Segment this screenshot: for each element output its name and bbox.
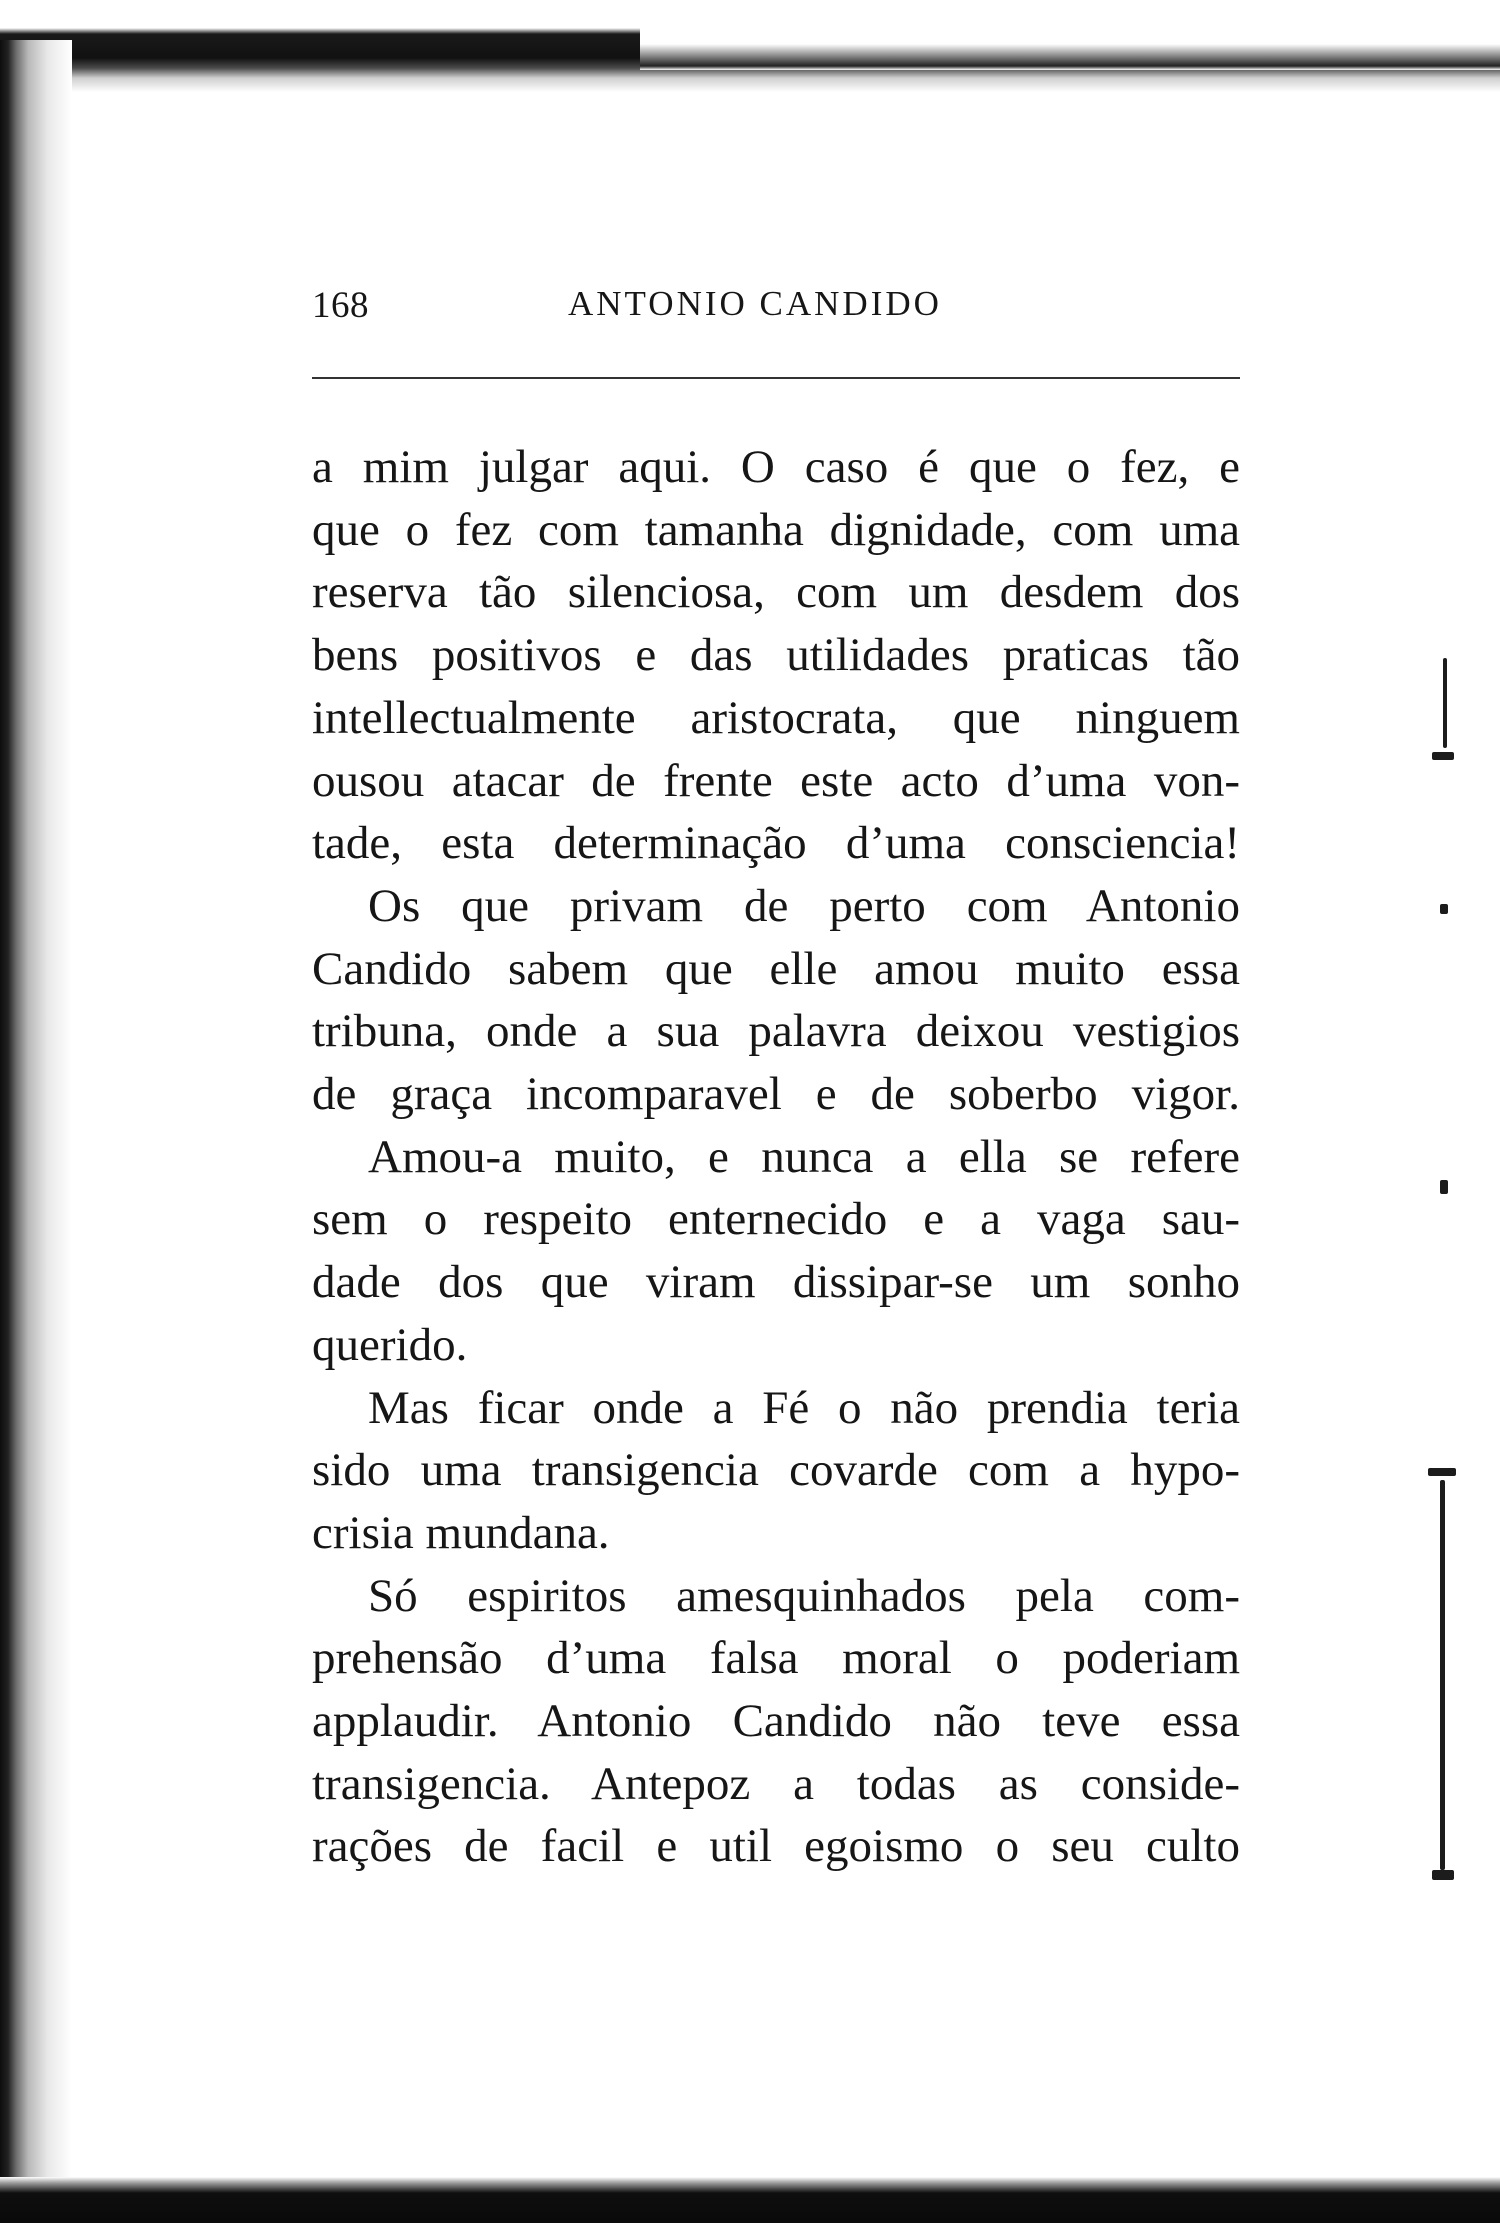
paragraph xyxy=(312,1565,1240,1879)
text-line: ousou atacar de frente este acto d’uma von- xyxy=(312,754,1240,807)
margin-mark xyxy=(1432,752,1454,760)
text-line: transigencia. Antepoz a todas as conside- xyxy=(312,1757,1240,1810)
text-line: Mas ficar onde a Fé o não prendia teria xyxy=(368,1381,1240,1434)
text-line: reserva tão silenciosa, com um desdem dos xyxy=(312,566,1240,619)
text-line: intellectualmente aristocrata, que ninguem xyxy=(312,691,1240,744)
text-line: applaudir. Antonio Candido não teve essa xyxy=(312,1695,1240,1748)
text-line: prehensão d’uma falsa moral o poderiam xyxy=(312,1632,1240,1685)
text-line: Só espiritos amesquinhados pela com- xyxy=(368,1569,1240,1622)
body-text xyxy=(312,436,1240,1878)
paragraph xyxy=(312,436,1240,875)
margin-mark xyxy=(1443,658,1447,748)
text-line: bens positivos e das utilidades praticas tão xyxy=(312,629,1240,682)
margin-mark xyxy=(1440,1180,1448,1194)
header-rule xyxy=(312,377,1240,379)
page-number: 168 xyxy=(312,285,369,326)
text-line: de graça incomparavel e de soberbo vigor. xyxy=(312,1068,1240,1121)
text-line: tade, esta determinação d’uma consciencia! xyxy=(312,817,1240,870)
margin-mark xyxy=(1428,1468,1456,1476)
text-line: sem o respeito enternecido e a vaga sau- xyxy=(312,1193,1240,1246)
text-line: querido. xyxy=(312,1318,468,1371)
text-line: que o fez com tamanha dignidade, com uma xyxy=(312,503,1240,556)
scan-top-shadow xyxy=(640,0,1500,70)
text-line: Candido sabem que elle amou muito essa xyxy=(312,942,1240,995)
text-line: dade dos que viram dissipar-se um sonho xyxy=(312,1256,1240,1309)
paragraph xyxy=(312,1377,1240,1565)
text-line: tribuna, onde a sua palavra deixou vestigios xyxy=(312,1005,1240,1058)
text-line: a mim julgar aqui. O caso é que o fez, e xyxy=(312,441,1240,493)
text-line: Os que privam de perto com Antonio xyxy=(368,879,1240,932)
paragraph xyxy=(312,875,1240,1126)
text-line: rações de facil e util egoismo o seu culto xyxy=(312,1820,1240,1873)
paragraph xyxy=(312,1126,1240,1377)
text-line: sido uma transigencia covarde com a hypo- xyxy=(312,1444,1240,1497)
margin-mark xyxy=(1440,1480,1445,1870)
margin-mark xyxy=(1440,904,1448,914)
scan-bottom-border xyxy=(0,2177,1500,2223)
text-line: Amou-a muito, e nunca a ella se refere xyxy=(368,1130,1240,1183)
margin-mark xyxy=(1432,1870,1454,1880)
text-line: crisia mundana. xyxy=(312,1506,610,1559)
running-head: ANTONIO CANDIDO xyxy=(568,284,942,323)
scan-left-border xyxy=(0,40,72,2223)
